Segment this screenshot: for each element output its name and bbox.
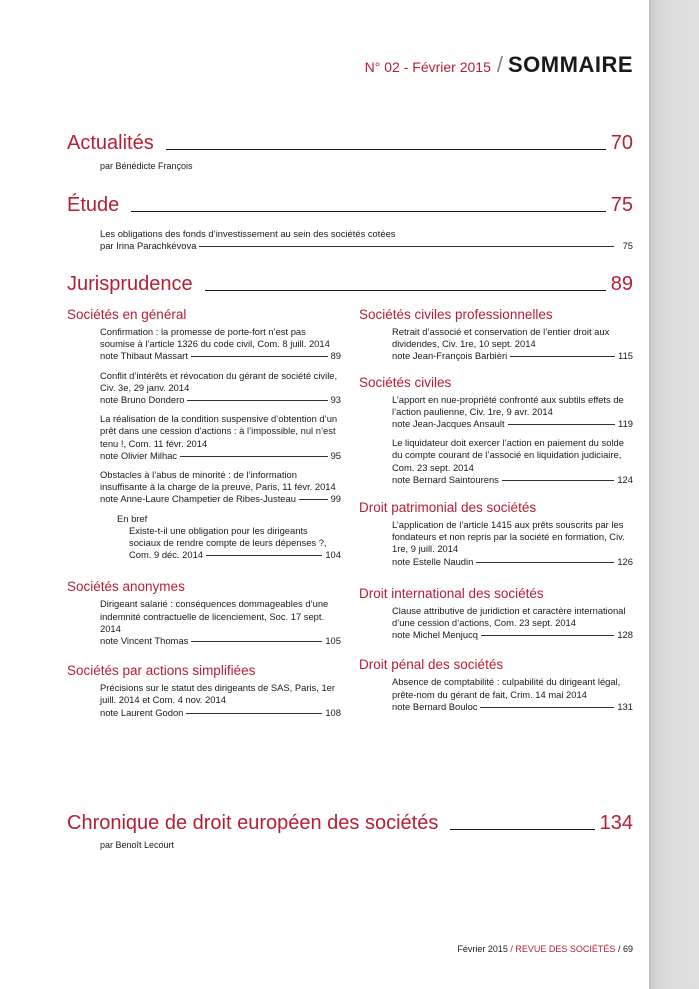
entry-page: 128 (617, 629, 633, 641)
entry-title: Retrait d’associé et conservation de l’entier droit aux dividendes, Civ. 1re, 10 sept. 2014 (392, 326, 610, 350)
toc-entry[interactable] (100, 370, 341, 407)
section-page: 70 (610, 132, 633, 154)
toc-entry[interactable] (392, 394, 633, 431)
section-page: 89 (610, 273, 633, 295)
left-column (67, 307, 341, 726)
subsection-heading: Sociétés civiles (359, 374, 452, 390)
section-actualites[interactable] (67, 132, 633, 155)
page-title: SOMMAIRE (508, 52, 633, 77)
entry-title: Précisions sur le statut des dirigeants de SAS, Paris, 1er juill. 2014 et Com. 4 nov. 2014 (100, 682, 336, 706)
entry-note: note Vincent Thomas (100, 635, 189, 647)
subsection-heading: Sociétés par actions simplifiées (67, 663, 256, 679)
subsection-heading: Sociétés civiles professionnelles (359, 307, 553, 322)
entry-title: L’application de l’article 1415 aux prêts souscrits par les fondateurs et non repris par la société en formation, Civ. 1re, 9 juill. 2014 (392, 519, 625, 555)
entry-page: 124 (617, 473, 633, 485)
entry-note: note Bernard Bouloc (392, 700, 478, 712)
entry-note: note Michel Menjucq (392, 629, 478, 641)
entry-page: 126 (617, 555, 633, 567)
entry-title: La réalisation de la condition suspensive d’obtention d’un prêt dans une cession d’actions : à l’impossible, nul n’est tenu !, Com. 11 févr. 2014 (100, 413, 338, 449)
note-line (100, 450, 341, 462)
footer-journal: REVUE DES SOCIÉTÉS (515, 944, 616, 954)
note-line (392, 556, 633, 568)
entry-title: Dirigeant salarié : conséquences dommageables d’une indemnité contractuelle de licenciement, Soc. 17 sept. 2014 (100, 598, 329, 634)
leader-rule (180, 456, 327, 457)
entry-author: par Irina Parachkévova (100, 240, 197, 252)
subsection-heading: Sociétés anonymes (67, 579, 185, 595)
entry-note: note Thibaut Massart (100, 350, 188, 362)
entry-note: note Laurent Godon (100, 706, 184, 718)
entry-title: Absence de comptabilité : culpabilité du dirigeant légal, prête-nom du gérant de fait, Crim. 14 mai 2014 (392, 676, 621, 700)
entry-note: note Jean-Jacques Ansault (392, 418, 505, 430)
leader-rule (476, 562, 614, 563)
entry-page: 131 (617, 700, 633, 712)
subsection-heading: Droit patrimonial des sociétés (359, 500, 537, 516)
note-line (392, 418, 633, 430)
section-page: 134 (599, 812, 633, 834)
toc-entry[interactable] (392, 676, 633, 713)
entry-note: note Olivier Milhac (100, 449, 178, 461)
toc-entry[interactable] (100, 413, 341, 462)
toc-entry[interactable] (392, 605, 633, 642)
entry-title: Les obligations des fonds d’investissement au sein des sociétés cotées (100, 228, 396, 239)
note-line (100, 394, 341, 406)
subsection-heading: Droit international des sociétés (359, 585, 544, 601)
footer-date: Février 2015 (457, 944, 508, 954)
entry-page: 89 (330, 350, 341, 362)
leader-rule (191, 356, 328, 357)
leader-rule (166, 149, 606, 150)
entry-title: Confirmation : la promesse de porte-fort n’est pas soumise à l’article 1326 du code civil, Com. 8 juill. 2014 (100, 326, 330, 350)
right-column (359, 307, 633, 720)
leader-rule (481, 635, 614, 636)
leader-rule (508, 424, 615, 425)
leader-rule (299, 499, 328, 500)
entry-page: 108 (325, 706, 341, 718)
entry-page: 105 (325, 635, 341, 647)
footer-slash: / (617, 944, 621, 954)
toc-entry[interactable] (392, 519, 633, 568)
entry-note: note Bernard Saintourens (392, 473, 499, 485)
entry-page: 119 (618, 418, 633, 430)
page-header (365, 52, 633, 78)
entry-note: note Estelle Naudin (392, 555, 474, 567)
leader-rule (480, 707, 614, 708)
leader-rule (205, 290, 606, 291)
entry-title: Clause attributive de juridiction et caractère international d’une cession d’actions, Com. 23 sept. 2014 (392, 604, 626, 629)
leader-rule (502, 480, 615, 481)
leader-rule (187, 400, 327, 401)
section-etude[interactable] (67, 194, 633, 217)
leader-rule (206, 555, 322, 556)
entry-title: Existe-t-il une obligation pour les dirigeants sociaux de rendre compte de leurs dépenses ?, (129, 524, 327, 549)
note-line (100, 635, 341, 647)
entry-page: 93 (330, 394, 341, 406)
entry-page: 115 (618, 350, 633, 362)
footer-page-number: 69 (622, 944, 633, 954)
leader-rule (131, 211, 605, 212)
entry-title: Le liquidateur doit exercer l’action en paiement du solde du compte courant de l’associé en liquidation judiciaire, Com. 23 sept. 2014 (392, 437, 624, 473)
page-gutter (649, 0, 699, 989)
note-line (392, 350, 633, 362)
en-bref-entry[interactable] (117, 513, 341, 562)
note-line (129, 549, 341, 561)
leader-rule (191, 641, 322, 642)
leader-rule (450, 829, 594, 830)
toc-entry[interactable] (100, 326, 341, 363)
note-line (392, 629, 633, 641)
note-line (100, 240, 633, 252)
leader-rule (510, 356, 615, 357)
section-title: Chronique de droit européen des sociétés (67, 812, 439, 834)
entry-title: Obstacles à l’abus de minorité : de l’information insuffisante à la charge de la preuve, Paris, 11 févr. 2014 (100, 469, 336, 493)
entry-page: 99 (330, 493, 341, 505)
section-title: Étude (67, 194, 120, 216)
note-line (100, 707, 341, 719)
footer-slash: / (510, 944, 513, 954)
entry-page: 95 (330, 449, 341, 461)
page-footer (457, 944, 633, 954)
toc-entry[interactable] (100, 598, 341, 647)
section-title: Actualités (67, 132, 154, 154)
entry-note: note Anne-Laure Champetier de Ribes-Justeau (100, 493, 296, 505)
section-author: par Benoît Lecourt (100, 840, 175, 850)
entry-page: 75 (622, 240, 633, 252)
section-title: Jurisprudence (67, 273, 193, 295)
entry-note: note Bruno Dondero (100, 394, 185, 406)
note-line (392, 474, 633, 486)
entry-note: Com. 9 déc. 2014 (129, 549, 204, 561)
section-jurisprudence[interactable] (67, 273, 633, 296)
etude-entry[interactable] (100, 228, 633, 252)
note-line (392, 701, 633, 713)
section-page: 75 (610, 194, 633, 216)
header-slash: / (496, 52, 503, 77)
entry-title: Conflit d’intérêts et révocation du gérant de société civile, Civ. 3e, 29 janv. 2014 (100, 369, 338, 393)
toc-entry[interactable] (392, 326, 633, 363)
toc-entry[interactable] (100, 682, 341, 719)
entry-page: 104 (325, 549, 341, 561)
entry-title: L’apport en nue-propriété confronté aux subtils effets de l’action paulienne, Civ. 1re, 9 avr. 2014 (392, 393, 624, 417)
section-chronique[interactable] (67, 812, 633, 835)
subsection-heading: Droit pénal des sociétés (359, 657, 504, 673)
issue-label: N° 02 - Février 2015 (364, 59, 491, 75)
section-author: par Bénédicte François (100, 161, 193, 171)
toc-entry[interactable] (392, 437, 633, 486)
leader-rule (186, 713, 322, 714)
note-line (100, 350, 341, 362)
leader-rule (199, 246, 613, 247)
entry-note: note Jean-François Barbièri (392, 350, 508, 362)
subsection-heading: Sociétés en général (67, 307, 187, 322)
en-bref-label: En bref (117, 512, 148, 524)
toc-entry[interactable] (100, 469, 341, 506)
note-line (100, 493, 341, 505)
